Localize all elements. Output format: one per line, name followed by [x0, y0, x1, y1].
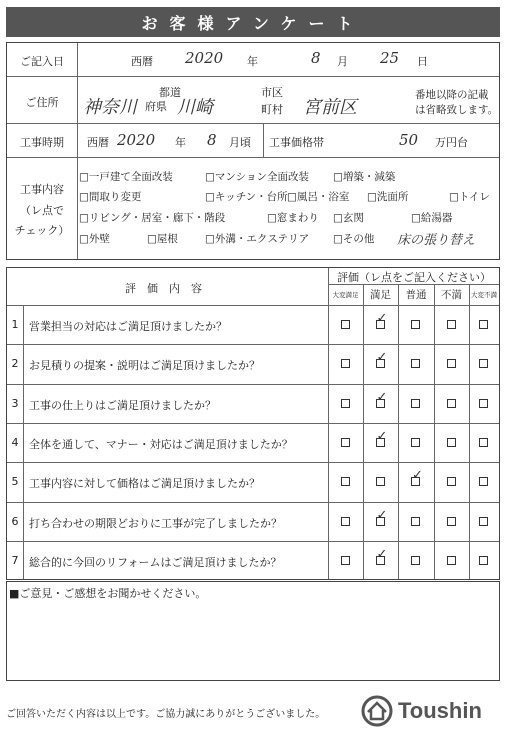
checkbox-icon[interactable]: □	[79, 171, 89, 183]
header-eval: 評価（レ点をご記入ください）	[337, 271, 491, 284]
period-year-unit: 年	[175, 136, 186, 149]
check-mark-icon: ✓	[412, 468, 423, 484]
address-note-2: は省略致します。	[415, 104, 499, 116]
eval-row-number: 5	[11, 475, 19, 489]
period-label: 工事時期	[20, 136, 64, 149]
eval-checkbox[interactable]	[341, 517, 350, 526]
content-option-label: 外壁	[88, 233, 110, 245]
eval-checkbox[interactable]	[479, 438, 488, 447]
content-option-label: 一戸建て全面改装	[88, 171, 173, 183]
eval-question: 打ち合わせの期限どおりに工事が完了しましたか？	[29, 516, 282, 530]
checkbox-icon[interactable]: □	[333, 171, 343, 183]
eval-question: 営業担当の対応はご満足頂けましたか？	[29, 320, 227, 333]
eval-row-number: 6	[11, 514, 19, 528]
eval-checkbox[interactable]	[411, 359, 420, 368]
content-option[interactable]	[411, 210, 452, 225]
eval-checkbox[interactable]	[447, 399, 456, 408]
eval-column-header: 不満	[441, 289, 462, 301]
eval-row-number: 1	[11, 318, 19, 331]
content-option-label: トイレ	[458, 191, 490, 203]
address-label: ご住所	[25, 96, 59, 109]
content-option-label: その他	[342, 233, 375, 245]
city-unit-top: 市区	[261, 86, 283, 99]
eval-question: 総合的に今回のリフォームはご満足頂けましたか？	[29, 555, 282, 569]
info-table	[6, 42, 500, 260]
price-label: 工事価格帯	[269, 136, 324, 149]
eval-checkbox[interactable]	[341, 399, 350, 408]
content-option[interactable]	[79, 210, 225, 225]
eval-checkbox[interactable]	[341, 320, 350, 329]
checkbox-icon[interactable]: □	[449, 191, 459, 203]
period-month[interactable]: 8	[207, 131, 217, 149]
eval-question: お見積りの提案・説明はご満足頂けましたか？	[29, 359, 260, 373]
content-option-label: 外溝・エクステリア	[214, 233, 310, 245]
price-unit: 万円台	[435, 136, 468, 149]
check-mark-icon: ✓	[376, 428, 388, 444]
content-option-label: 洗面所	[376, 191, 409, 203]
eval-checkbox[interactable]	[376, 477, 385, 486]
check-mark-icon: ✓	[376, 350, 388, 366]
content-option[interactable]	[333, 169, 395, 184]
eval-checkbox[interactable]	[447, 477, 456, 486]
eval-checkbox[interactable]	[479, 556, 488, 565]
content-label-1: 工事内容	[20, 183, 64, 196]
eval-checkbox[interactable]	[411, 399, 420, 408]
eval-checkbox[interactable]	[447, 438, 456, 447]
content-option-label: 間取り変更	[88, 191, 142, 203]
date-year[interactable]: 2020	[185, 49, 224, 67]
content-option-label: キッチン・台所	[214, 191, 288, 203]
address-note-1: 番地以降の記載	[415, 89, 489, 101]
brand-name: Toushin	[398, 698, 482, 723]
content-option-label: 窓まわり	[276, 212, 319, 224]
pref-unit-bottom: 府県	[145, 100, 167, 113]
header-content: 評 価 内 容	[125, 282, 202, 295]
content-option[interactable]	[205, 169, 309, 184]
address-city[interactable]: 川崎	[177, 97, 213, 118]
evaluation-table	[6, 267, 500, 580]
price-value[interactable]: 50	[399, 131, 419, 149]
checkbox-icon[interactable]: □	[205, 191, 215, 203]
eval-checkbox[interactable]	[447, 517, 456, 526]
eval-checkbox[interactable]	[341, 438, 350, 447]
eval-checkbox[interactable]	[411, 517, 420, 526]
content-option-label: リビング・居室・廊下・階段	[88, 212, 226, 224]
other-text[interactable]: 床の張り替え	[397, 233, 476, 248]
check-mark-icon: ✓	[376, 311, 388, 326]
eval-checkbox[interactable]	[341, 477, 350, 486]
survey-title: お客様アンケート	[6, 7, 500, 37]
eval-checkbox[interactable]	[411, 320, 420, 329]
eval-checkbox[interactable]	[447, 556, 456, 565]
checkbox-icon[interactable]: □	[333, 233, 343, 245]
content-option-label: 屋根	[156, 233, 178, 245]
content-option[interactable]	[79, 189, 141, 204]
content-option[interactable]	[333, 210, 364, 225]
footer-text: ご回答いただく内容は以上です。ご協力誠にありがとうございました。	[6, 709, 326, 720]
date-month[interactable]: 8	[311, 49, 321, 67]
checkbox-icon[interactable]: □	[79, 233, 89, 245]
checkbox-icon[interactable]: □	[205, 233, 215, 245]
check-mark-icon: ✓	[376, 546, 388, 562]
eval-checkbox[interactable]	[411, 556, 420, 565]
checkbox-icon[interactable]: □	[287, 191, 297, 203]
content-option-label: マンション全面改装	[214, 171, 309, 183]
date-month-unit: 月	[337, 55, 348, 68]
eval-checkbox[interactable]	[411, 438, 420, 447]
eval-checkbox[interactable]	[479, 320, 488, 329]
content-option[interactable]	[267, 210, 319, 225]
house-logo-icon	[360, 694, 396, 728]
eval-column-header: 満足	[370, 289, 391, 301]
eval-question: 全体を通して、マナー・対応はご満足頂けましたか？	[29, 437, 293, 451]
content-option-label: 風呂・浴室	[296, 191, 350, 203]
content-label-2: （レ点で	[20, 204, 64, 217]
content-option-label: 給湯器	[420, 212, 453, 224]
address-pref[interactable]: 神奈川	[83, 97, 137, 118]
eval-checkbox[interactable]	[479, 477, 488, 486]
check-mark-icon: ✓	[376, 389, 388, 405]
date-era: 西暦	[131, 55, 153, 68]
eval-column-header: 普通	[405, 289, 427, 301]
eval-checkbox[interactable]	[341, 556, 350, 565]
comments-box[interactable]	[6, 581, 500, 681]
eval-column-header: 大変満足	[332, 291, 359, 299]
eval-row-number: 4	[11, 435, 19, 449]
content-option[interactable]	[79, 231, 110, 246]
toushin-logo	[360, 694, 500, 728]
eval-checkbox[interactable]	[479, 399, 488, 408]
pref-unit-top: 都道	[159, 86, 181, 99]
checkbox-icon[interactable]: □	[79, 212, 89, 224]
period-year[interactable]: 2020	[117, 131, 156, 149]
checkbox-icon[interactable]: □	[411, 212, 421, 224]
date-label: ご記入日	[20, 55, 64, 68]
content-option[interactable]	[449, 189, 490, 204]
period-era: 西暦	[87, 136, 109, 149]
content-option[interactable]	[205, 189, 288, 204]
eval-row-number: 7	[11, 553, 19, 567]
checkbox-icon[interactable]: □	[147, 233, 157, 245]
eval-question: 工事内容に対して価格はご満足頂けましたか？	[29, 477, 260, 491]
content-option-label: 増築・減築	[342, 171, 396, 183]
eval-checkbox[interactable]	[447, 320, 456, 329]
content-label-3: チェック）	[14, 224, 70, 237]
eval-row-number: 2	[11, 357, 19, 371]
content-option[interactable]	[333, 231, 374, 246]
checkbox-icon[interactable]: □	[367, 191, 377, 203]
address-town[interactable]: 宮前区	[303, 97, 357, 118]
date-day-unit: 日	[417, 55, 428, 68]
eval-checkbox[interactable]	[479, 359, 488, 368]
date-year-unit: 年	[247, 55, 258, 68]
checkbox-icon[interactable]: □	[79, 191, 89, 203]
period-month-unit: 月頃	[229, 136, 251, 149]
date-day[interactable]: 25	[380, 49, 400, 67]
check-mark-icon: ✓	[376, 507, 388, 523]
content-option[interactable]	[367, 189, 408, 204]
content-option[interactable]	[205, 231, 309, 246]
content-option[interactable]	[147, 231, 178, 246]
content-option-label: 玄関	[342, 212, 364, 224]
eval-checkbox[interactable]	[341, 359, 350, 368]
eval-question: 工事の仕上りはご満足頂けましたか？	[29, 398, 216, 412]
city-unit-bottom: 町村	[261, 103, 283, 116]
content-option[interactable]	[79, 169, 173, 184]
eval-row-number: 3	[11, 396, 19, 410]
eval-checkbox[interactable]	[447, 359, 456, 368]
comments-label: ■ご意見・ご感想をお聞かせください。	[9, 587, 207, 600]
eval-column-header: 大変不満	[471, 291, 497, 299]
checkbox-icon[interactable]: □	[205, 171, 215, 183]
eval-checkbox[interactable]	[479, 517, 488, 526]
content-option[interactable]	[287, 189, 349, 204]
checkbox-icon[interactable]: □	[333, 212, 343, 224]
checkbox-icon[interactable]: □	[267, 212, 277, 224]
